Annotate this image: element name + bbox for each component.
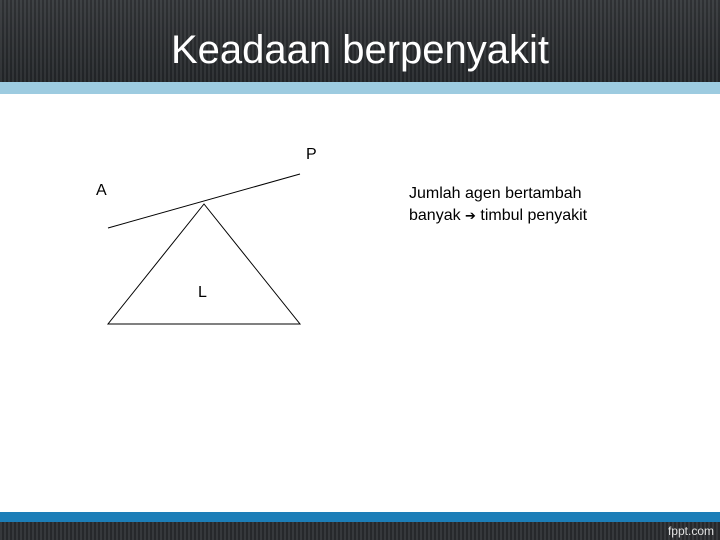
caption-line-2-start: banyak xyxy=(409,207,461,224)
triangle-shape xyxy=(108,204,300,324)
slide-title: Keadaan berpenyakit xyxy=(170,28,550,72)
diagram-caption xyxy=(409,183,669,228)
footer-accent-stripe xyxy=(0,512,720,522)
right-arrow-icon: ➔ xyxy=(465,209,476,224)
footer-bar xyxy=(0,522,720,540)
caption-line-2 xyxy=(409,205,669,228)
fppt-watermark: fppt.com xyxy=(667,524,714,538)
label-p: P xyxy=(306,146,317,163)
caption-line-1: Jumlah agen bertambah xyxy=(409,185,582,202)
caption-line-2-end: timbul penyakit xyxy=(480,207,588,224)
balance-line xyxy=(108,174,300,228)
label-l: L xyxy=(198,284,207,301)
label-a: A xyxy=(96,182,107,199)
